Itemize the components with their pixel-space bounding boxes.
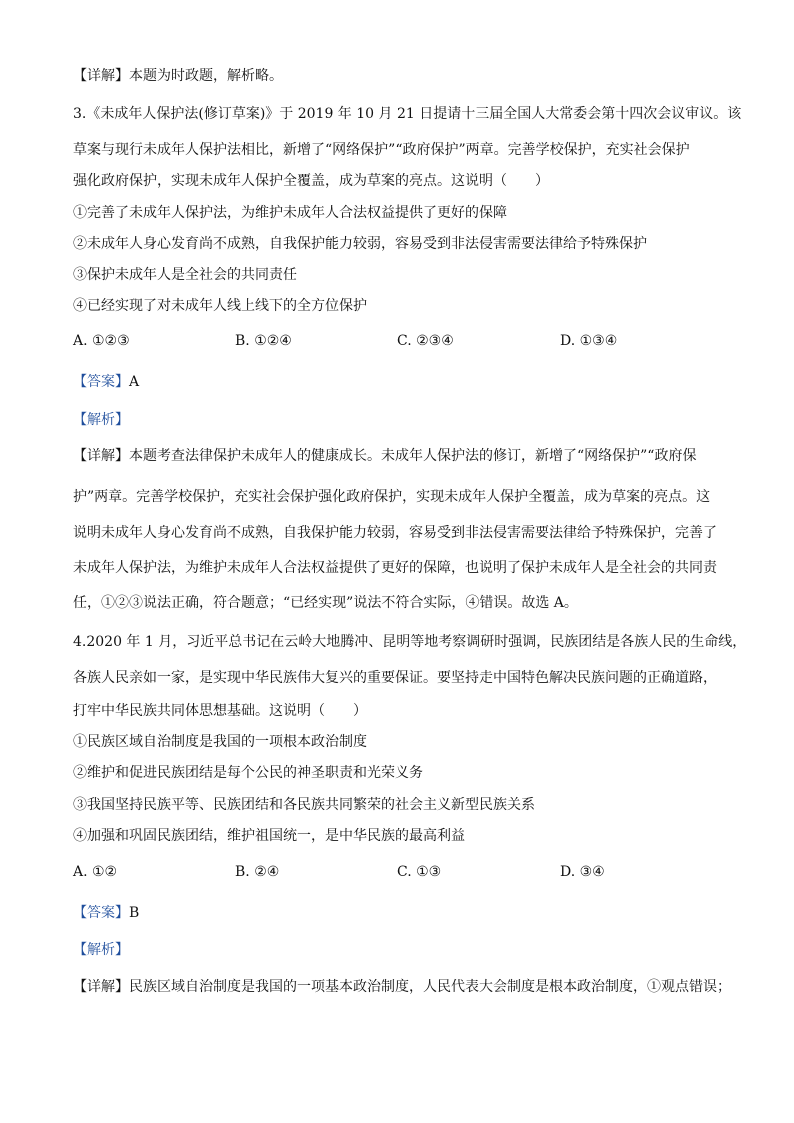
- q3-answer: [73, 372, 139, 392]
- q3-detail-line: 说明未成年人身心发育尚不成熟，自我保护能力较弱，容易受到非法侵害需要法律给予特殊保护，完善了: [73, 525, 717, 541]
- q4-statement: ④加强和巩固民族团结，维护祖国统一，是中华民族的最高利益: [73, 828, 465, 844]
- q4-answer-value: B: [129, 905, 140, 921]
- q4-statement: ③我国坚持民族平等、民族团结和各民族共同繁荣的社会主义新型民族关系: [73, 797, 535, 813]
- detail-text: 本题为时政题，解析略。: [129, 68, 283, 84]
- q3-statement: ②未成年人身心发育尚不成熟，自我保护能力较弱，容易受到非法侵害需要法律给予特殊保护: [73, 236, 647, 252]
- q3-detail-line: 未成年人保护法，为维护未成年人合法权益提供了更好的保障，也说明了保护未成年人是全社会的共同责: [73, 560, 717, 576]
- q3-statement: ③保护未成年人是全社会的共同责任: [73, 267, 297, 283]
- q3-option-b: B. ①②④: [235, 333, 292, 349]
- q4-option-a: A. ①②: [73, 864, 118, 880]
- q3-detail-line: 护”两章。完善学校保护，充实社会保护强化政府保护，实现未成年人保护全覆盖，成为草案的亮点。这: [73, 489, 711, 505]
- q3-stem-line: 草案与现行未成年人保护法相比，新增了“网络保护”“政府保护”两章。完善学校保护，充实社会保护: [73, 142, 690, 158]
- q3-options: [73, 331, 733, 351]
- q4-detail-line: [73, 977, 731, 997]
- q4-statement: ①民族区域自治制度是我国的一项根本政治制度: [73, 734, 367, 750]
- q4-option-b: B. ②④: [235, 864, 280, 880]
- q4-answer: [73, 903, 139, 923]
- q3-detail-line: 任，①②③说法正确，符合题意；“已经实现”说法不符合实际，④错误。故选 A。: [73, 595, 578, 611]
- q3-analysis-label: 【解析】: [73, 412, 129, 428]
- q3-detail-line: [73, 446, 696, 466]
- q4-stem-line: 4.2020 年 1 月，习近平总书记在云岭大地腾冲、昆明等地考察调研时强调，民族团结是各族人民的生命线，: [73, 634, 747, 650]
- q4-statement: ②维护和促进民族团结是每个公民的神圣职责和光荣义务: [73, 765, 423, 781]
- q4-detail-text: 民族区域自治制度是我国的一项基本政治制度，人民代表大会制度是根本政治制度，①观点错误；: [129, 979, 731, 995]
- q4-option-c: C. ①③: [397, 864, 442, 880]
- q3-option-d: D. ①③④: [560, 333, 618, 349]
- q3-stem-line: 强化政府保护，实现未成年人保护全覆盖，成为草案的亮点。这说明（ ）: [73, 173, 549, 189]
- q4-option-d: D. ③④: [560, 864, 605, 880]
- detail-line-intro: [73, 66, 283, 86]
- answer-label: 【答案】: [73, 905, 129, 921]
- q4-analysis-label: 【解析】: [73, 942, 129, 958]
- q4-stem-line: 各族人民亲如一家，是实现中华民族伟大复兴的重要保证。要坚持走中国特色解决民族问题的正确道路，: [73, 670, 717, 686]
- q4-options: [73, 862, 733, 882]
- q3-stem-line: 3.《未成年人保护法(修订草案)》于 2019 年 10 月 21 日提请十三届全国人大常委会第十四次会议审议。该: [73, 106, 742, 122]
- q3-detail-text: 本题考查法律保护未成年人的健康成长。未成年人保护法的修订，新增了“网络保护”“政府保: [129, 448, 697, 464]
- answer-label: 【答案】: [73, 374, 129, 390]
- q3-answer-value: A: [129, 374, 140, 390]
- q3-option-c: C. ②③④: [397, 333, 454, 349]
- q3-statement: ④已经实现了对未成年人线上线下的全方位保护: [73, 298, 367, 314]
- detail-label: 【详解】: [73, 68, 129, 84]
- detail-label: 【详解】: [73, 448, 129, 464]
- q3-option-a: A. ①②③: [73, 333, 130, 349]
- detail-label: 【详解】: [73, 979, 129, 995]
- q4-stem-line: 打牢中华民族共同体思想基础。这说明（ ）: [73, 703, 367, 719]
- q3-statement: ①完善了未成年人保护法，为维护未成年人合法权益提供了更好的保障: [73, 205, 507, 221]
